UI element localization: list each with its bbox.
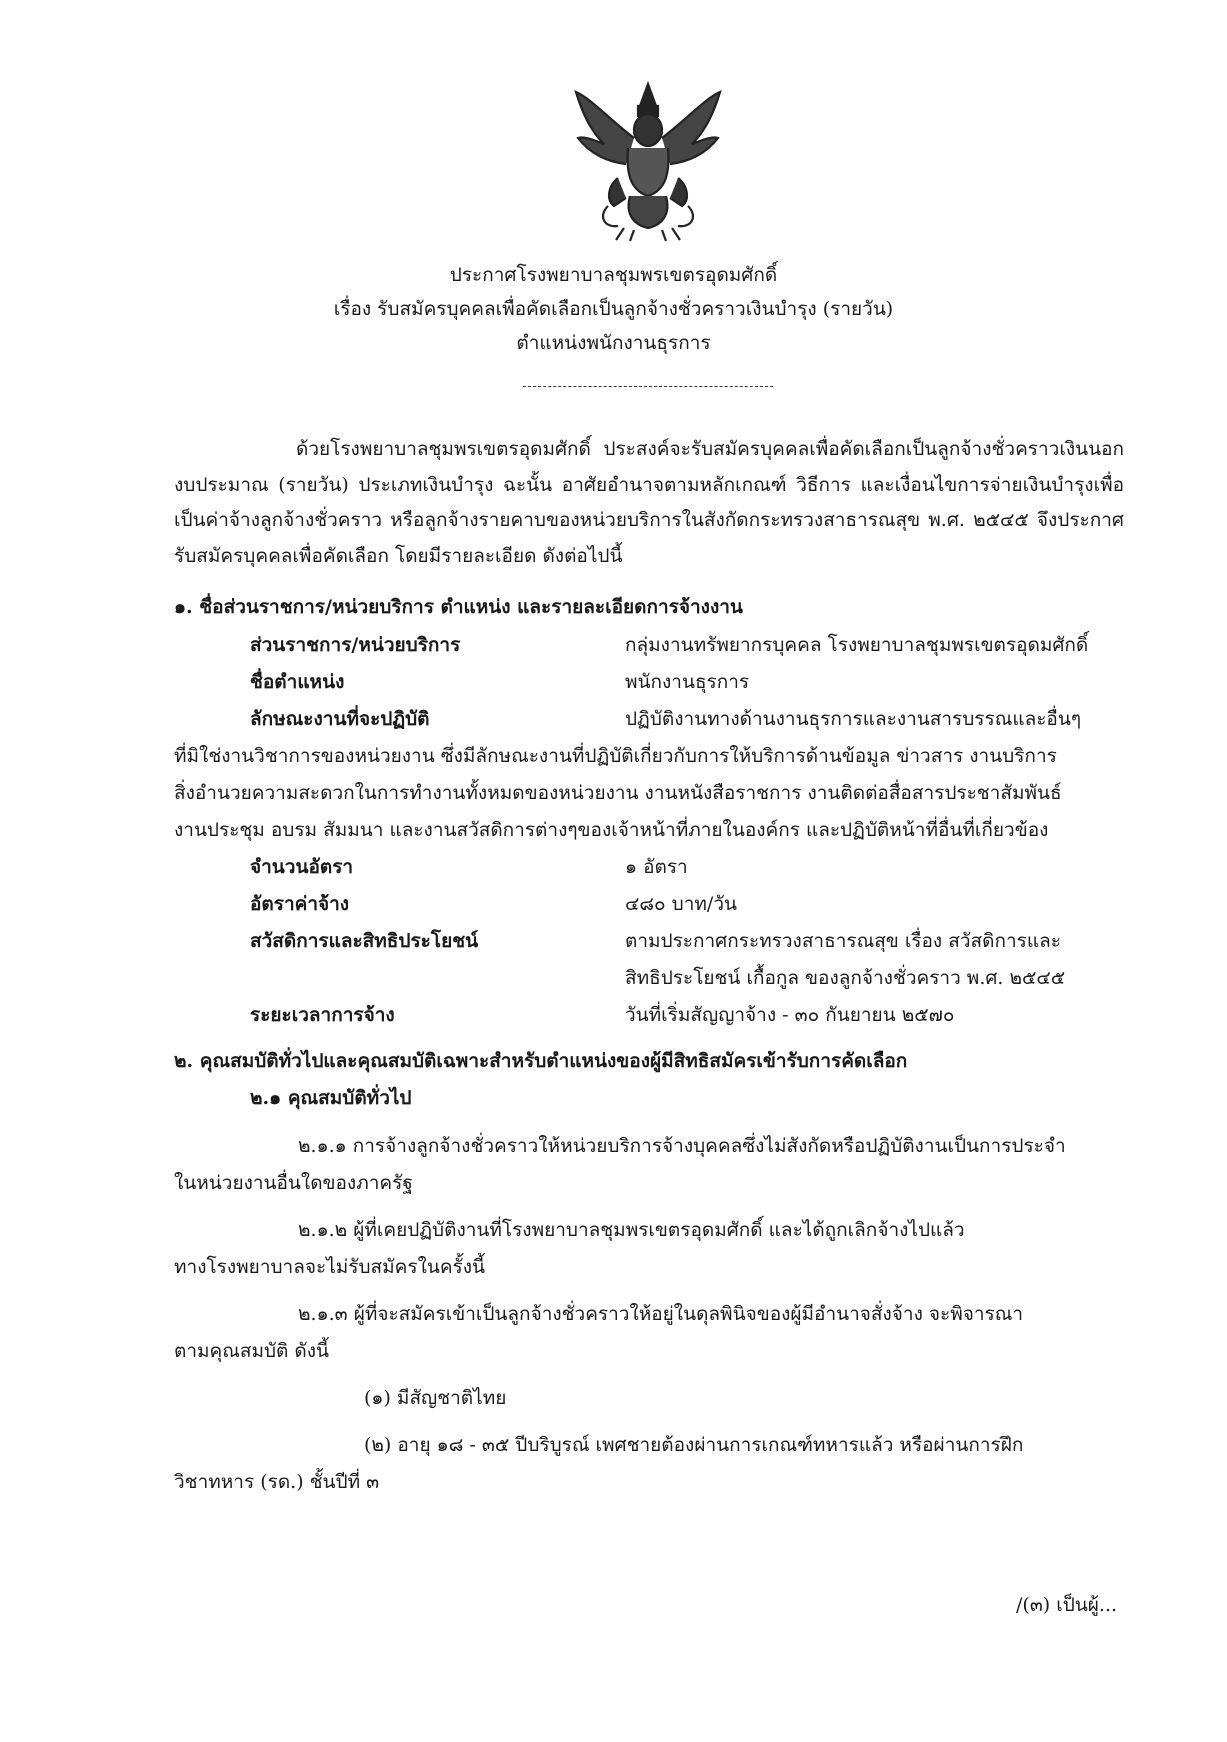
- count-value: ๑ อัตรา: [625, 856, 688, 878]
- item-2-1-1-line-1: ๒.๑.๑ การจ้างลูกจ้างชั่วคราวให้หน่วยบริการจ้างบุคคลซึ่งไม่สังกัดหรือปฏิบัติงานเป็นการประจำ: [298, 1135, 1066, 1157]
- item-2-1-3-line-1: ๒.๑.๓ ผู้ที่จะสมัครเข้าเป็นลูกจ้างชั่วคราวให้อยู่ในดุลพินิจของผู้มีอำนาจสั่งจ้าง จะพิจารณา: [298, 1303, 1024, 1325]
- announcement-position: ตำแหน่งพนักงานธุรการ: [516, 332, 711, 354]
- qualification-2-line-1: (๒) อายุ ๑๘ - ๓๕ ปีบริบูรณ์ เพศชายต้องผ่านการเกณฑ์ทหารแล้ว หรือผ่านการฝึก: [364, 1434, 1024, 1456]
- agency-value: กลุ่มงานทรัพยากรบุคคล โรงพยาบาลชุมพรเขตรอุดมศักดิ์: [625, 634, 1089, 656]
- duty-continued-2: สิ่งอำนวยความสะดวกในการทำงานทั้งหมดของหน่วยงาน งานหนังสือราชการ งานติดต่อสื่อสารประชาสัมพันธ์: [174, 782, 1062, 804]
- wage-label: อัตราค่าจ้าง: [250, 893, 350, 915]
- duty-continued-1: ที่มิใช่งานวิชาการของหน่วยงาน ซึ่งมีลักษณะงานที่ปฏิบัติเกี่ยวกับการให้บริการด้านข้อมูล ข่าวสาร งานบริการ: [174, 745, 1057, 767]
- page-continuation: /(๓) เป็นผู้...: [1016, 1594, 1118, 1616]
- welfare-label: สวัสดิการและสิทธิประโยชน์: [250, 930, 479, 952]
- item-2-1-2-line-1: ๒.๑.๒ ผู้ที่เคยปฏิบัติงานที่โรงพยาบาลชุมพรเขตรอุดมศักดิ์ และได้ถูกเลิกจ้างไปแล้ว: [298, 1219, 965, 1241]
- welfare-value-2: สิทธิประโยชน์ เกื้อกูล ของลูกจ้างชั่วคราว พ.ศ. ๒๕๔๕: [625, 967, 1066, 989]
- welfare-value-1: ตามประกาศกระทรวงสาธารณสุข เรื่อง สวัสดิการและ: [625, 930, 1061, 952]
- agency-label: ส่วนราชการ/หน่วยบริการ: [250, 634, 461, 656]
- duty-label: ลักษณะงานที่จะปฏิบัติ: [250, 708, 430, 730]
- count-label: จำนวนอัตรา: [250, 856, 354, 878]
- section-2-title: ๒. คุณสมบัติทั่วไปและคุณสมบัติเฉพาะสำหรับตำแหน่งของผู้มีสิทธิสมัครเข้ารับการคัดเลือก: [174, 1050, 908, 1072]
- item-2-1-2-line-2: ทางโรงพยาบาลจะไม่รับสมัครในครั้งนี้: [174, 1256, 486, 1278]
- section-2-1-title: ๒.๑ คุณสมบัติทั่วไป: [250, 1087, 412, 1109]
- wage-value: ๔๘๐ บาท/วัน: [625, 893, 737, 915]
- qualification-2-line-2: วิชาทหาร (รด.) ชั้นปีที่ ๓: [174, 1471, 380, 1493]
- position-label: ชื่อตำแหน่ง: [250, 671, 345, 693]
- item-2-1-3-line-2: ตามคุณสมบัติ ดังนี้: [174, 1340, 330, 1362]
- title-divider: [523, 386, 773, 387]
- period-value: วันที่เริ่มสัญญาจ้าง - ๓๐ กันยายน ๒๕๗๐: [625, 1004, 955, 1026]
- item-2-1-1-line-2: ในหน่วยงานอื่นใดของภาครัฐ: [174, 1172, 413, 1194]
- qualification-1: (๑) มีสัญชาติไทย: [364, 1387, 507, 1409]
- position-value: พนักงานธุรการ: [625, 671, 750, 693]
- announcement-subject: เรื่อง รับสมัครบุคคลเพื่อคัดเลือกเป็นลูกจ้างชั่วคราวเงินบำรุง (รายวัน): [333, 298, 894, 320]
- garuda-emblem-icon: [568, 78, 728, 243]
- duty-value: ปฏิบัติงานทางด้านงานธุรการและงานสารบรรณและอื่นๆ: [625, 708, 1082, 730]
- section-1-title: ๑. ชื่อส่วนราชการ/หน่วยบริการ ตำแหน่ง และรายละเอียดการจ้างงาน: [174, 596, 743, 618]
- intro-paragraph: ด้วยโรงพยาบาลชุมพรเขตรอุดมศักดิ์ ประสงค์จะรับสมัครบุคคลเพื่อคัดเลือกเป็นลูกจ้างชั่วคราวเงินนอกงบประมาณ (รายวัน) ประเภทเงินบำรุง ฉะนั้น อาศัยอำนาจตามหลักเกณฑ์ วิธีการ และเงื่อนไขการจ่ายเงินบำรุงเพื่อเป็นค่าจ้างลูกจ้างชั่วคราว หรือลูกจ้างรายคาบของหน่วยบริการในสังกัดกระทรวงสาธารณสุข พ.ศ. ๒๕๔๕ จึงประกาศรับสมัครบุคคลเพื่อคัดเลือก โดยมีรายละเอียด ดังต่อไปนี้: [174, 438, 1124, 567]
- announcement-title: ประกาศโรงพยาบาลชุมพรเขตรอุดมศักดิ์: [449, 264, 778, 286]
- period-label: ระยะเวลาการจ้าง: [250, 1004, 395, 1026]
- duty-continued-3: งานประชุม อบรม สัมมนา และงานสวัสดิการต่างๆของเจ้าหน้าที่ภายในองค์กร และปฏิบัติหน้าที่อื่นที่เกี่ยวข้อง: [174, 819, 1049, 841]
